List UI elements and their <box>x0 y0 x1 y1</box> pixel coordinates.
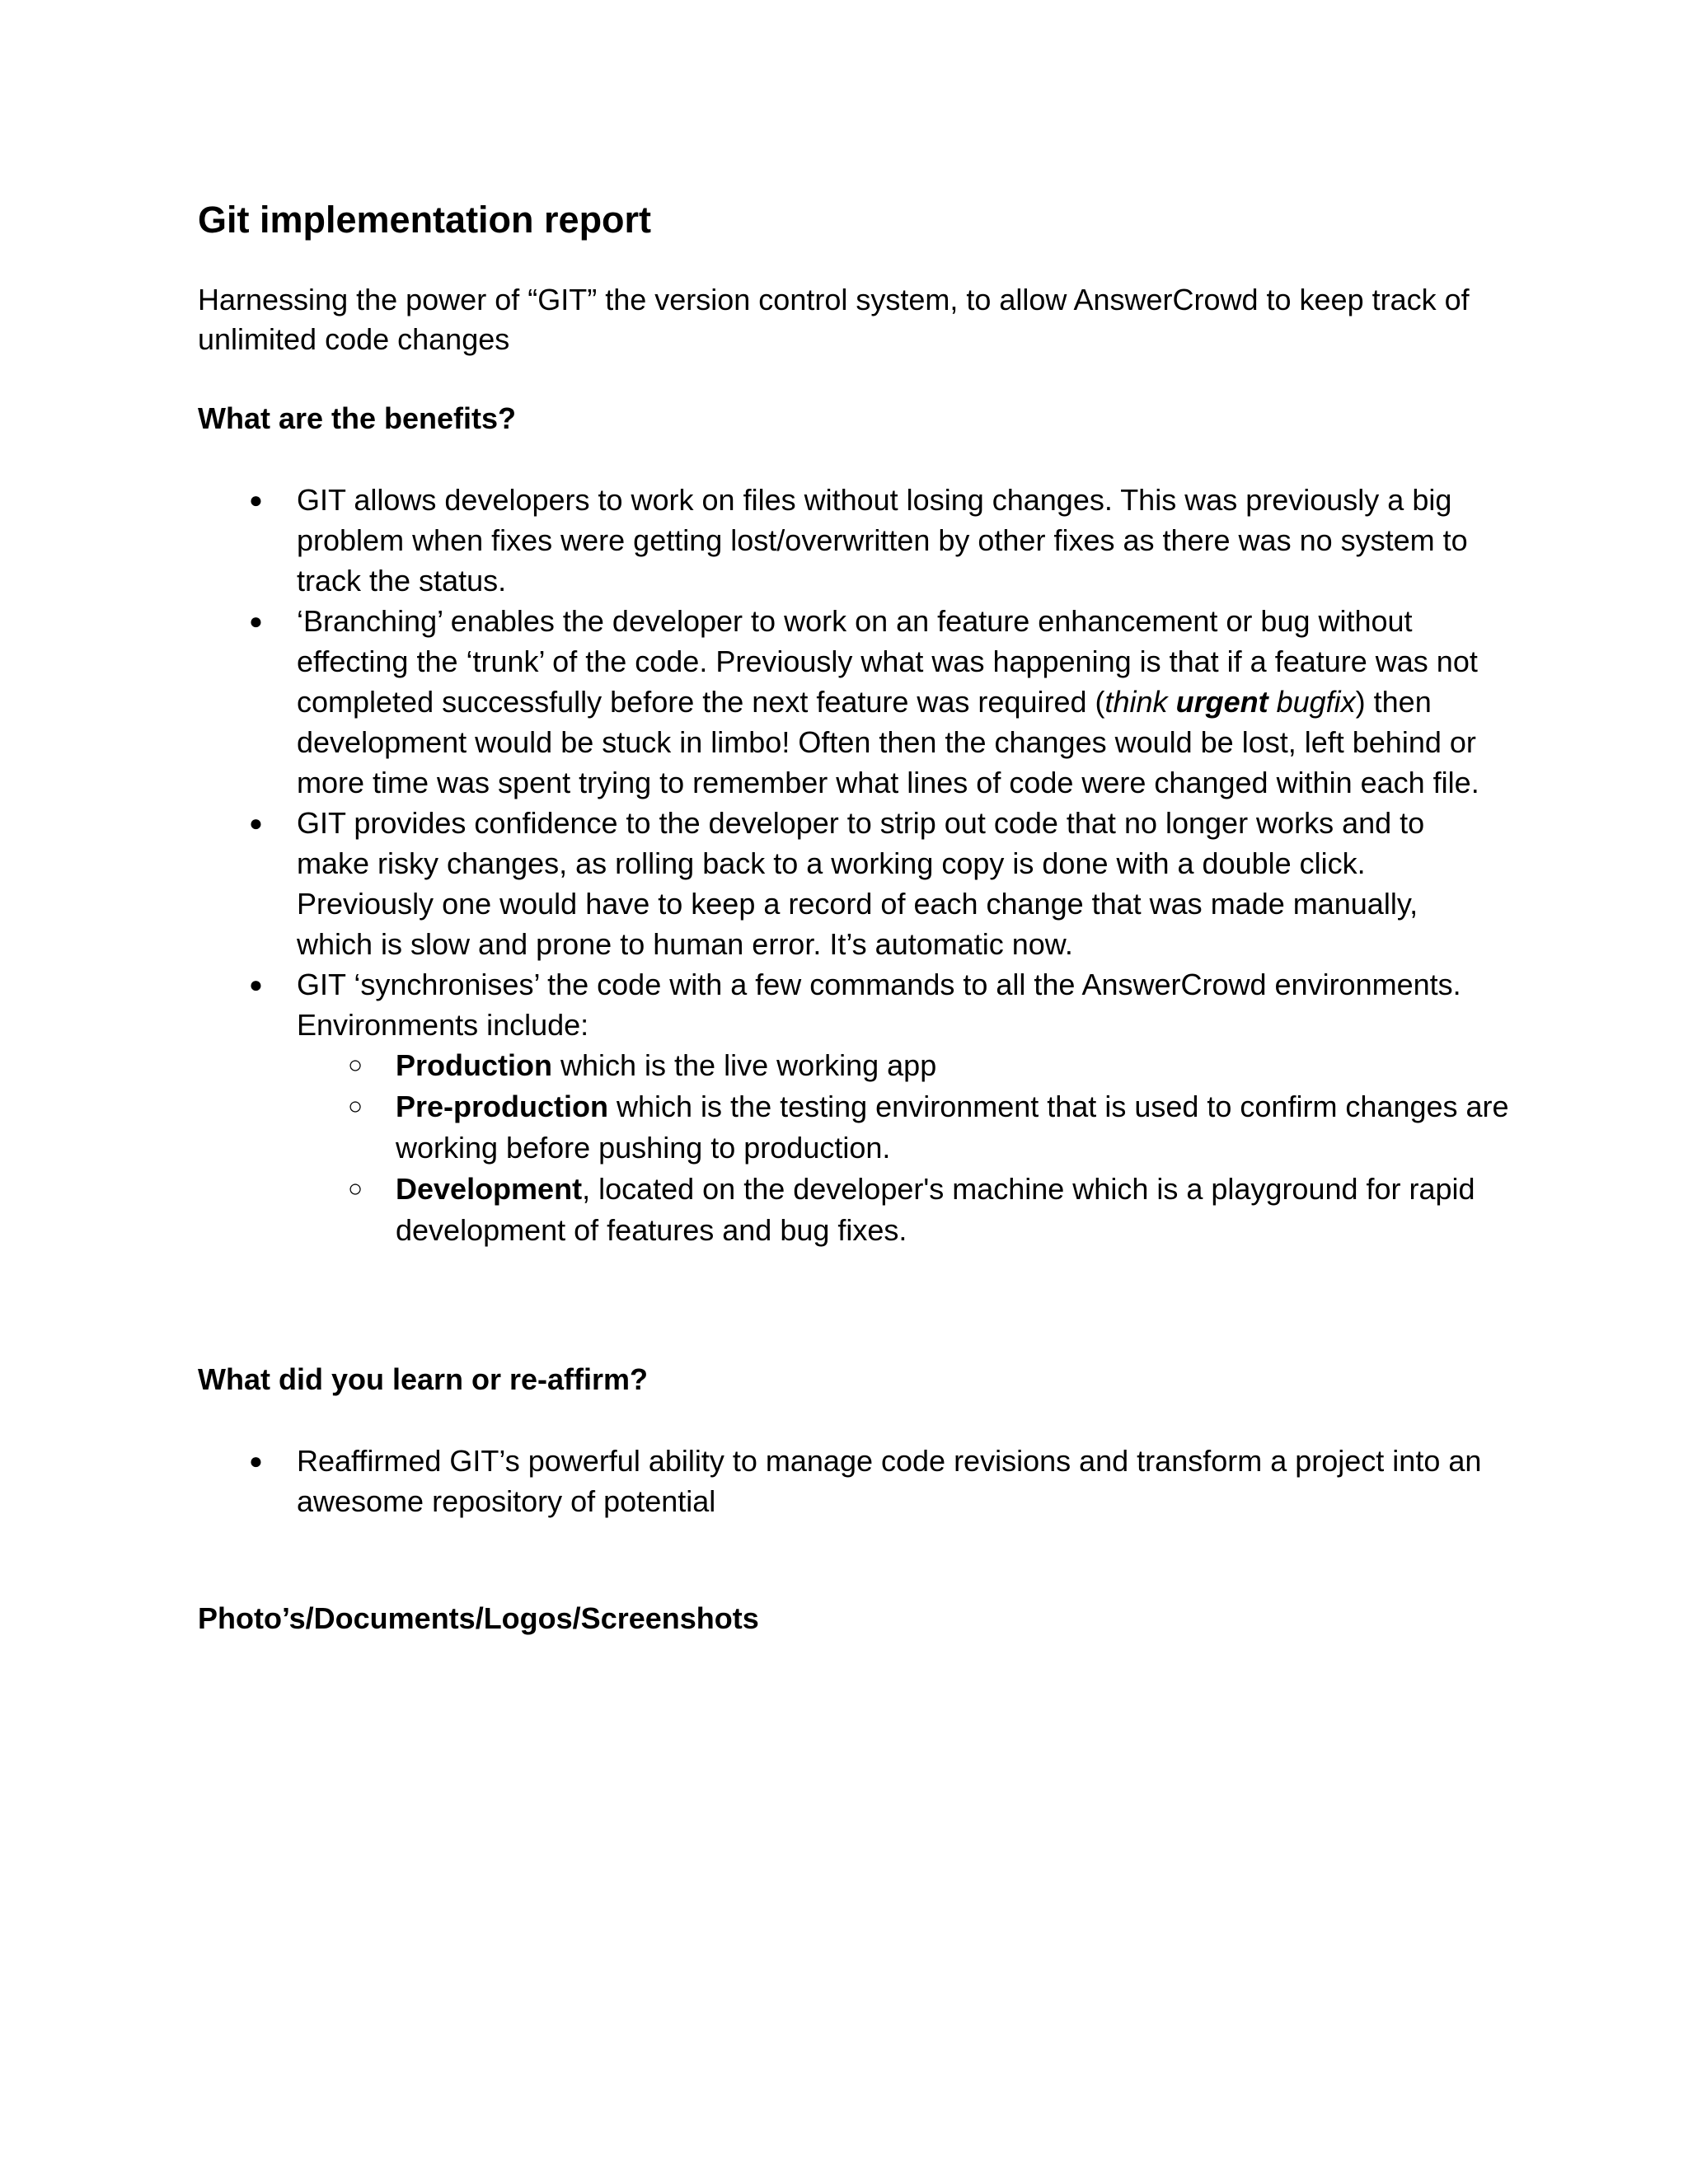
page-title: Git implementation report <box>198 199 652 241</box>
learn-list <box>0 1441 1484 1521</box>
bullet-icon: ● <box>249 1448 263 1474</box>
emphasis-think: think <box>1104 685 1168 719</box>
benefit-text: GIT allows developers to work on files without losing changes. This was previously a big problem when fixes were getting lost/overwritten by other fixes as there was no system to track the status. <box>297 483 1468 598</box>
learn-heading: What did you learn or re-affirm? <box>198 1362 649 1396</box>
list-item <box>0 601 1484 803</box>
benefits-heading: What are the benefits? <box>198 401 517 435</box>
list-item <box>297 1169 1582 1251</box>
benefit-text: GIT ‘synchronises’ the code with a few commands to all the AnswerCrowd environments. Environments include: <box>297 968 1461 1042</box>
benefit-text: ‘Branching’ enables the developer to work on an feature enhancement or bug without effecting the ‘trunk’ of the code. Previously what was happening is that if a feature was not completed successfully before the next feature was required ( <box>297 604 1478 719</box>
sub-bullet-icon: ○ <box>348 1052 363 1079</box>
environment-name: Production <box>396 1048 552 1082</box>
environment-description: which is the testing environment that is used to confirm changes are working before pushing to production. <box>396 1090 1509 1165</box>
learn-text: Reaffirmed GIT’s powerful ability to manage code revisions and transform a project into an awesome repository of potential <box>297 1444 1482 1518</box>
list-item <box>0 964 1509 1251</box>
media-heading: Photo’s/Documents/Logos/Screenshots <box>198 1601 759 1635</box>
environments-list <box>297 1045 1509 1251</box>
bullet-icon: ● <box>249 487 263 513</box>
list-item <box>0 1441 1484 1521</box>
environment-name: Development <box>396 1172 583 1206</box>
sub-bullet-icon: ○ <box>348 1093 363 1120</box>
list-item <box>297 1045 1582 1086</box>
list-item <box>0 803 1484 964</box>
sub-bullet-icon: ○ <box>348 1175 363 1202</box>
bullet-icon: ● <box>249 608 263 634</box>
environment-name: Pre-production <box>396 1090 608 1123</box>
bullet-icon: ● <box>249 810 263 836</box>
benefits-list <box>0 480 1509 1251</box>
environment-description: which is the live working app <box>551 1048 937 1082</box>
emphasis-urgent: urgent <box>1175 685 1268 719</box>
benefit-text: GIT provides confidence to the developer to strip out code that no longer works and to make risky changes, as rolling back to a working copy is done with a double click. Previously one would have to keep a record of each change that was made manually, which is slow and prone to human error. It’s automatic now. <box>297 806 1425 961</box>
benefit-text: ) then development would be stuck in limbo! Often then the changes would be lost, left behind or more time was spent trying to remember what lines of code were changed within each file. <box>297 685 1479 799</box>
environment-description: , located on the developer's machine which is a playground for rapid development of features and bug fixes. <box>396 1172 1475 1247</box>
list-item <box>0 480 1484 601</box>
bullet-icon: ● <box>249 972 263 997</box>
emphasis-bugfix: bugfix <box>1276 685 1356 719</box>
list-item <box>297 1086 1582 1169</box>
intro-paragraph: Harnessing the power of “GIT” the version control system, to allow AnswerCrowd to keep track of unlimited code changes <box>198 283 1470 356</box>
